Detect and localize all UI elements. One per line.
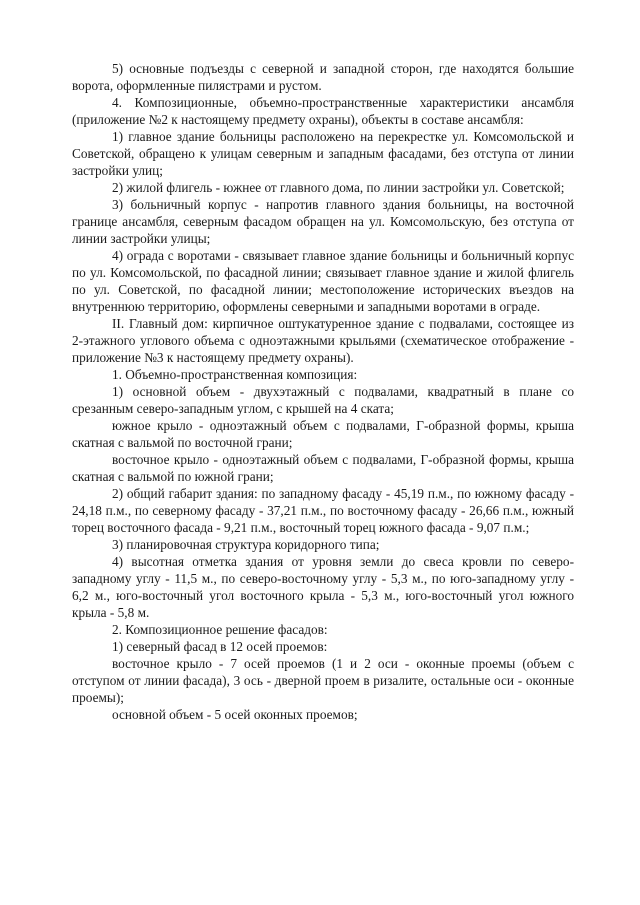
paragraph: 2) жилой флигель - южнее от главного дома, по линии застройки ул. Советской; xyxy=(112,180,565,195)
paragraph: 4. Композиционные, объемно-пространственные характеристики ансамбля (приложение №2 к настоящему предмету охраны), объекты в составе ансамбля: xyxy=(72,95,574,127)
paragraph: II. Главный дом: кирпичное оштукатуренное здание с подвалами, состоящее из 2-этажного углового объема с одноэтажными крыльями (схематическое отображение - приложение №3 к настоящему предмету охраны). xyxy=(72,316,574,365)
paragraph: основной объем - 5 осей оконных проемов; xyxy=(112,707,358,722)
paragraph: 5) основные подъезды с северной и западной сторон, где находятся большие ворота, оформленные пилястрами и рустом. xyxy=(72,61,574,93)
paragraph: 3) планировочная структура коридорного типа; xyxy=(112,537,380,552)
paragraph: 1) основной объем - двухэтажный с подвалами, квадратный в плане со срезанным северо-западным углом, с крышей на 4 ската; xyxy=(72,384,574,416)
paragraph: южное крыло - одноэтажный объем с подвалами, Г-образной формы, крыша скатная с вальмой по восточной грани; xyxy=(72,418,574,450)
paragraph: 1. Объемно-пространственная композиция: xyxy=(112,367,358,382)
paragraph: 2) общий габарит здания: по западному фасаду - 45,19 п.м., по южному фасаду - 24,18 п.м., по северному фасаду - 37,21 п.м., по восточному фасаду - 26,66 п.м., южный торец восточного фасада - 9,21 п.м., восточный торец южного фасада - 9,07 п.м.; xyxy=(72,486,574,535)
paragraph: 4) высотная отметка здания от уровня земли до свеса кровли по северо-западному углу - 11,5 м., по северо-восточному углу - 5,3 м., по юго-западному углу - 6,2 м., юго-восточный угол восточного крыла - 5,3 м., юго-восточный угол южного крыла - 5,8 м. xyxy=(72,554,574,620)
paragraph: 3) больничный корпус - напротив главного здания больницы, на восточной границе ансамбля, северным фасадом обращен на ул. Комсомольскую, без отступа от линии застройки улицы; xyxy=(72,197,574,246)
document-body xyxy=(72,60,574,723)
paragraph: 4) ограда с воротами - связывает главное здание больницы и больничный корпус по ул. Комсомольской, по фасадной линии; связывает главное здание и жилой флигель по ул. Советской, по фасадной линии; местоположение исторических въездов на внутреннюю территорию, оформлены северными и западными воротами в ограде. xyxy=(72,248,574,314)
paragraph: 1) северный фасад в 12 осей проемов: xyxy=(112,639,328,654)
paragraph: восточное крыло - одноэтажный объем с подвалами, Г-образной формы, крыша скатная с вальмой по южной грани; xyxy=(72,452,574,484)
paragraph: 2. Композиционное решение фасадов: xyxy=(112,622,328,637)
paragraph: восточное крыло - 7 осей проемов (1 и 2 оси - оконные проемы (объем с отступом от линии фасада), 3 ось - дверной проем в ризалите, остальные оси - оконные проемы); xyxy=(72,656,574,705)
paragraph: 1) главное здание больницы расположено на перекрестке ул. Комсомольской и Советской, обращено к улицам северным и западным фасадами, без отступа от линии застройки улиц; xyxy=(72,129,574,178)
